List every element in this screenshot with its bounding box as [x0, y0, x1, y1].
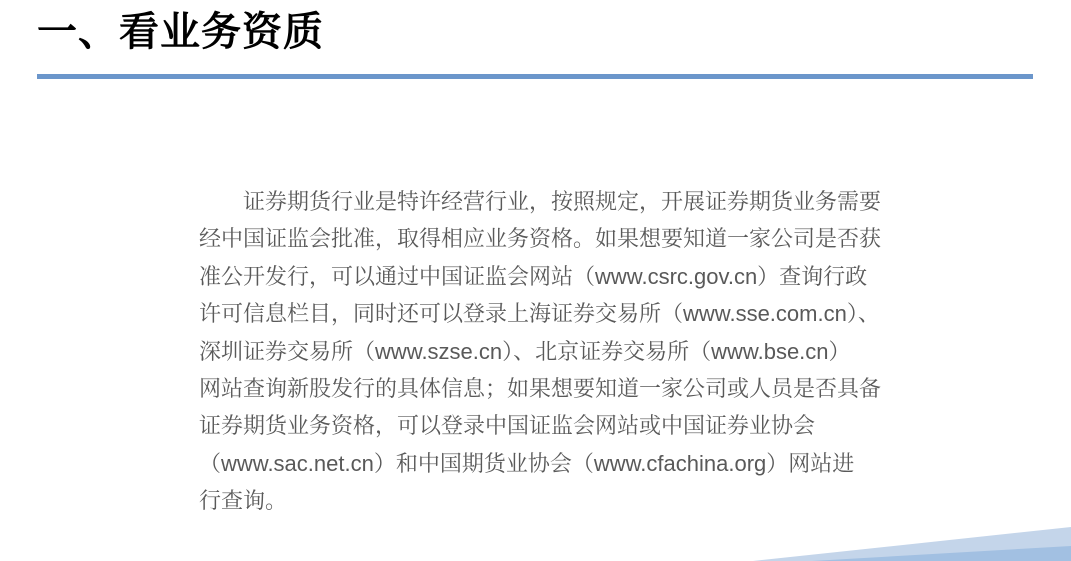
body-paragraph [199, 183, 899, 520]
paragraph-line: 网站查询新股发行的具体信息；如果想要知道一家公司或人员是否具备 [199, 375, 882, 401]
paragraph-line: 行查询。 [199, 488, 288, 514]
light-wedge-shape [753, 527, 1071, 561]
paragraph-line: 深圳证券交易所（www.szse.cn）、北京证券交易所（www.bse.cn） [199, 338, 851, 364]
title-divider-line [37, 74, 1033, 79]
paragraph-line: （www.sac.net.cn）和中国期货业协会（www.cfachina.org）网站进 [199, 450, 855, 476]
paragraph-line: 准公开发行，可以通过中国证监会网站（www.csrc.gov.cn）查询行政 [199, 263, 868, 289]
dark-wedge-shape [812, 546, 1071, 561]
paragraph-line: 许可信息栏目，同时还可以登录上海证券交易所（www.sse.com.cn）、 [199, 301, 880, 327]
paragraph-line: 经中国证监会批准，取得相应业务资格。如果想要知道一家公司是否获 [199, 226, 882, 252]
paragraph-line: 证券期货行业是特许经营行业，按照规定，开展证券期货业务需要 [243, 189, 882, 214]
paragraph-line: 证券期货业务资格，可以登录中国证监会网站或中国证券业协会 [199, 413, 816, 439]
page-title: 一、看业务资质 [37, 10, 324, 54]
